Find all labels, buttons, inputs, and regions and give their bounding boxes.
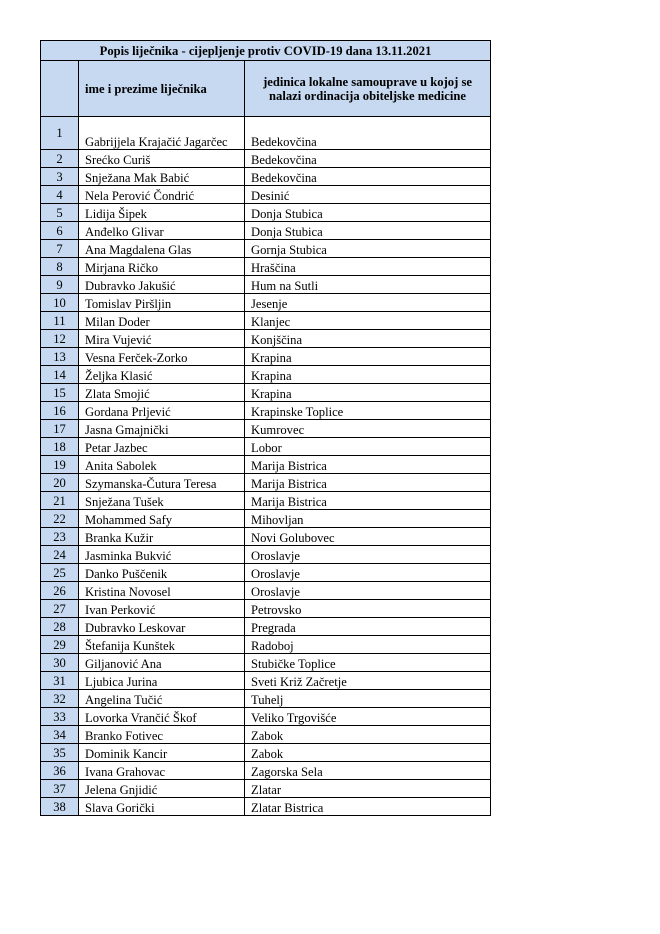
row-number: 15 xyxy=(41,384,79,402)
table-row xyxy=(41,168,491,186)
physician-name: Anđelko Glivar xyxy=(79,222,245,240)
table-row xyxy=(41,420,491,438)
table-row xyxy=(41,294,491,312)
physician-name: Jelena Gnjidić xyxy=(79,780,245,798)
physicians-table xyxy=(40,40,491,816)
row-number: 19 xyxy=(41,456,79,474)
table-row xyxy=(41,510,491,528)
row-number: 13 xyxy=(41,348,79,366)
physician-name: Lovorka Vrančić Škof xyxy=(79,708,245,726)
table-row xyxy=(41,762,491,780)
municipality: Kumrovec xyxy=(245,420,491,438)
row-number: 20 xyxy=(41,474,79,492)
row-number: 18 xyxy=(41,438,79,456)
table-header-row xyxy=(41,61,491,117)
municipality: Marija Bistrica xyxy=(245,474,491,492)
table-row xyxy=(41,117,491,150)
table-row xyxy=(41,672,491,690)
table-row xyxy=(41,276,491,294)
physician-name: Dubravko Jakušić xyxy=(79,276,245,294)
row-number: 6 xyxy=(41,222,79,240)
municipality: Radoboj xyxy=(245,636,491,654)
physician-name: Gordana Prljević xyxy=(79,402,245,420)
row-number: 1 xyxy=(41,117,79,150)
row-number: 5 xyxy=(41,204,79,222)
municipality: Donja Stubica xyxy=(245,222,491,240)
physician-name: Angelina Tučić xyxy=(79,690,245,708)
municipality: Bedekovčina xyxy=(245,150,491,168)
table-title-row xyxy=(41,41,491,61)
row-number: 12 xyxy=(41,330,79,348)
physician-name: Ana Magdalena Glas xyxy=(79,240,245,258)
physician-name: Snježana Mak Babić xyxy=(79,168,245,186)
physician-name: Jasminka Bukvić xyxy=(79,546,245,564)
municipality: Krapina xyxy=(245,366,491,384)
physician-name: Dominik Kancir xyxy=(79,744,245,762)
physician-name: Mohammed Safy xyxy=(79,510,245,528)
municipality: Jesenje xyxy=(245,294,491,312)
column-header-unit: jedinica lokalne samouprave u kojoj se nalazi ordinacija obiteljske medicine xyxy=(245,61,491,117)
physician-name: Štefanija Kunštek xyxy=(79,636,245,654)
row-number: 33 xyxy=(41,708,79,726)
municipality: Tuhelj xyxy=(245,690,491,708)
physician-name: Željka Klasić xyxy=(79,366,245,384)
row-number: 36 xyxy=(41,762,79,780)
column-header-name: ime i prezime liječnika xyxy=(79,61,245,117)
physician-name: Srećko Curiš xyxy=(79,150,245,168)
table-row xyxy=(41,654,491,672)
row-number: 31 xyxy=(41,672,79,690)
table-row xyxy=(41,402,491,420)
table-row xyxy=(41,186,491,204)
table-row xyxy=(41,366,491,384)
municipality: Bedekovčina xyxy=(245,117,491,150)
municipality: Klanjec xyxy=(245,312,491,330)
physician-name: Milan Doder xyxy=(79,312,245,330)
physician-name: Anita Sabolek xyxy=(79,456,245,474)
municipality: Oroslavje xyxy=(245,582,491,600)
table-row xyxy=(41,240,491,258)
row-number: 24 xyxy=(41,546,79,564)
physician-name: Jasna Gmajnički xyxy=(79,420,245,438)
municipality: Sveti Križ Začretje xyxy=(245,672,491,690)
row-number: 25 xyxy=(41,564,79,582)
row-number: 17 xyxy=(41,420,79,438)
row-number: 16 xyxy=(41,402,79,420)
municipality: Zlatar xyxy=(245,780,491,798)
column-header-number xyxy=(41,61,79,117)
municipality: Hraščina xyxy=(245,258,491,276)
table-row xyxy=(41,474,491,492)
row-number: 26 xyxy=(41,582,79,600)
row-number: 32 xyxy=(41,690,79,708)
table-body xyxy=(41,117,491,816)
physician-name: Mirjana Ričko xyxy=(79,258,245,276)
municipality: Donja Stubica xyxy=(245,204,491,222)
row-number: 23 xyxy=(41,528,79,546)
table-row xyxy=(41,780,491,798)
municipality: Lobor xyxy=(245,438,491,456)
municipality: Marija Bistrica xyxy=(245,456,491,474)
table-row xyxy=(41,690,491,708)
physician-name: Kristina Novosel xyxy=(79,582,245,600)
row-number: 2 xyxy=(41,150,79,168)
table-title: Popis liječnika - cijepljenje protiv COVID-19 dana 13.11.2021 xyxy=(41,41,491,61)
table-row xyxy=(41,528,491,546)
physician-name: Vesna Ferček-Zorko xyxy=(79,348,245,366)
table-row xyxy=(41,348,491,366)
municipality: Pregrada xyxy=(245,618,491,636)
table-row xyxy=(41,582,491,600)
physician-name: Snježana Tušek xyxy=(79,492,245,510)
physician-name: Lidija Šipek xyxy=(79,204,245,222)
physician-name: Tomislav Piršljin xyxy=(79,294,245,312)
municipality: Veliko Trgovišće xyxy=(245,708,491,726)
physician-name: Slava Gorički xyxy=(79,798,245,816)
physician-name: Szymanska-Čutura Teresa xyxy=(79,474,245,492)
table-row xyxy=(41,600,491,618)
table-row xyxy=(41,258,491,276)
row-number: 34 xyxy=(41,726,79,744)
table-row xyxy=(41,330,491,348)
municipality: Oroslavje xyxy=(245,546,491,564)
municipality: Marija Bistrica xyxy=(245,492,491,510)
table-row xyxy=(41,744,491,762)
table-row xyxy=(41,222,491,240)
municipality: Konjščina xyxy=(245,330,491,348)
municipality: Zabok xyxy=(245,726,491,744)
table-row xyxy=(41,564,491,582)
row-number: 11 xyxy=(41,312,79,330)
table-row xyxy=(41,456,491,474)
table-row xyxy=(41,798,491,816)
row-number: 4 xyxy=(41,186,79,204)
table-row xyxy=(41,204,491,222)
row-number: 9 xyxy=(41,276,79,294)
municipality: Zabok xyxy=(245,744,491,762)
row-number: 14 xyxy=(41,366,79,384)
municipality: Oroslavje xyxy=(245,564,491,582)
table-row xyxy=(41,726,491,744)
municipality: Petrovsko xyxy=(245,600,491,618)
municipality: Zlatar Bistrica xyxy=(245,798,491,816)
table-row xyxy=(41,708,491,726)
municipality: Krapina xyxy=(245,384,491,402)
physician-name: Nela Perović Čondrić xyxy=(79,186,245,204)
physician-name: Mira Vujević xyxy=(79,330,245,348)
table-row xyxy=(41,636,491,654)
municipality: Hum na Sutli xyxy=(245,276,491,294)
table-row xyxy=(41,618,491,636)
physician-name: Branka Kužir xyxy=(79,528,245,546)
municipality: Zagorska Sela xyxy=(245,762,491,780)
physician-name: Danko Puščenik xyxy=(79,564,245,582)
municipality: Bedekovčina xyxy=(245,168,491,186)
row-number: 10 xyxy=(41,294,79,312)
municipality: Mihovljan xyxy=(245,510,491,528)
row-number: 30 xyxy=(41,654,79,672)
physician-name: Zlata Smojić xyxy=(79,384,245,402)
municipality: Gornja Stubica xyxy=(245,240,491,258)
row-number: 38 xyxy=(41,798,79,816)
row-number: 7 xyxy=(41,240,79,258)
row-number: 3 xyxy=(41,168,79,186)
table-row xyxy=(41,492,491,510)
row-number: 22 xyxy=(41,510,79,528)
row-number: 21 xyxy=(41,492,79,510)
row-number: 29 xyxy=(41,636,79,654)
physician-name: Giljanović Ana xyxy=(79,654,245,672)
municipality: Krapina xyxy=(245,348,491,366)
physician-name: Ivan Perković xyxy=(79,600,245,618)
physician-name: Dubravko Leskovar xyxy=(79,618,245,636)
row-number: 28 xyxy=(41,618,79,636)
municipality: Krapinske Toplice xyxy=(245,402,491,420)
municipality: Novi Golubovec xyxy=(245,528,491,546)
municipality: Desinić xyxy=(245,186,491,204)
table-row xyxy=(41,546,491,564)
row-number: 35 xyxy=(41,744,79,762)
row-number: 37 xyxy=(41,780,79,798)
table-row xyxy=(41,312,491,330)
table-row xyxy=(41,150,491,168)
table-row xyxy=(41,384,491,402)
physician-name: Ivana Grahovac xyxy=(79,762,245,780)
physician-name: Branko Fotivec xyxy=(79,726,245,744)
municipality: Stubičke Toplice xyxy=(245,654,491,672)
physician-name: Gabrijjela Krajačić Jagarčec xyxy=(79,117,245,150)
table-row xyxy=(41,438,491,456)
physician-name: Petar Jazbec xyxy=(79,438,245,456)
row-number: 8 xyxy=(41,258,79,276)
row-number: 27 xyxy=(41,600,79,618)
physician-name: Ljubica Jurina xyxy=(79,672,245,690)
